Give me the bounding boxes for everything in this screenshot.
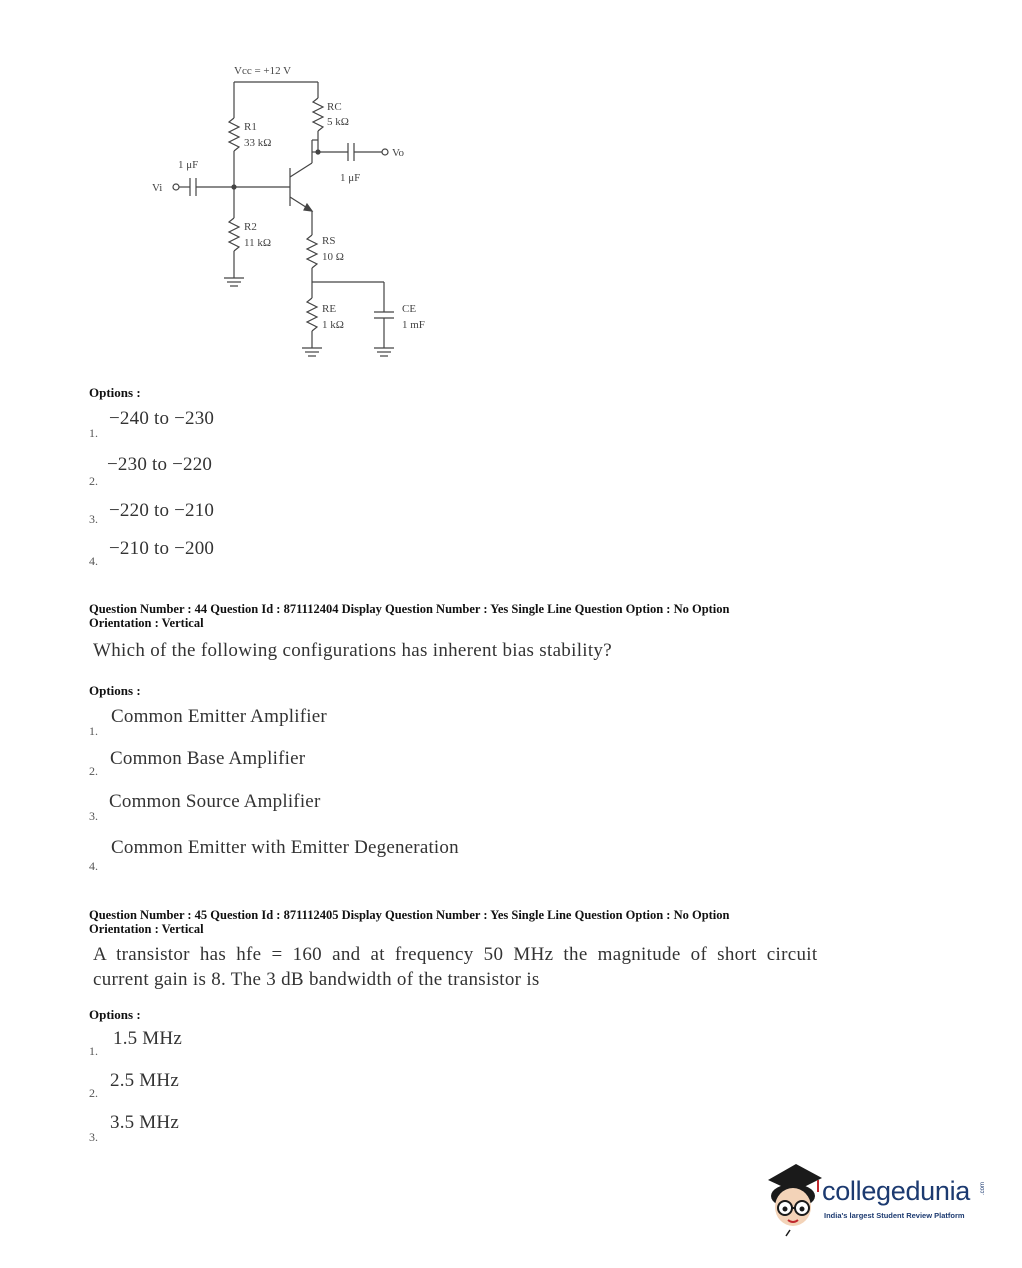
option-text: −230 to −220 <box>107 454 213 475</box>
option-number: 4. <box>89 554 98 568</box>
q44-meta-line-2: Orientation : Vertical <box>89 616 204 630</box>
option-number: 3. <box>89 809 98 823</box>
q45-options-label: Options : <box>89 1007 141 1022</box>
option-text: 1.5 MHz <box>113 1028 182 1049</box>
q44-question-text: Which of the following configurations has inherent bias stability? <box>93 640 612 661</box>
option-text: −240 to −230 <box>109 408 215 429</box>
vin-label: Vi <box>152 182 163 194</box>
ce-name: CE <box>402 303 417 315</box>
q45-meta-line-1: Question Number : 45 Question Id : 871112405 Display Question Number : Yes Single Line Question Option : No Option <box>89 908 730 922</box>
option-number: 1. <box>89 724 98 738</box>
option-text: −220 to −210 <box>109 500 215 521</box>
option-text: −210 to −200 <box>109 538 215 559</box>
vout-label: Vo <box>392 147 405 159</box>
option-number: 2. <box>89 1086 98 1100</box>
option-number: 3. <box>89 512 98 526</box>
r1-name: R1 <box>244 121 257 133</box>
option-text: Common Emitter Amplifier <box>111 706 327 727</box>
q45-question-line-2: current gain is 8. The 3 dB bandwidth of the transistor is <box>93 969 540 990</box>
rs-name: RS <box>322 235 336 247</box>
q44-options-label: Options : <box>89 683 141 698</box>
option-number: 2. <box>89 764 98 778</box>
option-text: 3.5 MHz <box>110 1112 179 1133</box>
rc-value: 5 kΩ <box>327 116 349 128</box>
q43-options-label: Options : <box>89 385 141 400</box>
collegedunia-logo[interactable] <box>762 1160 997 1240</box>
option-number: 1. <box>89 1044 98 1058</box>
cin-value: 1 μF <box>178 159 199 171</box>
q45-meta-line-2: Orientation : Vertical <box>89 922 204 936</box>
rc-name: RC <box>327 101 342 113</box>
option-number: 1. <box>89 426 98 440</box>
option-number: 3. <box>89 1130 98 1144</box>
re-name: RE <box>322 303 337 315</box>
r2-value: 11 kΩ <box>244 237 272 249</box>
option-number: 2. <box>89 474 98 488</box>
logo-com: .com <box>980 1182 986 1196</box>
re-value: 1 kΩ <box>322 319 344 331</box>
r1-value: 33 kΩ <box>244 137 272 149</box>
amplifier-circuit-diagram <box>140 60 440 370</box>
logo-wordmark: collegedunia <box>822 1176 971 1206</box>
option-text: Common Emitter with Emitter Degeneration <box>111 837 459 858</box>
logo-tagline: India's largest Student Review Platform <box>824 1211 965 1220</box>
supply-label: Vcc = +12 V <box>234 65 292 77</box>
option-text: 2.5 MHz <box>110 1070 179 1091</box>
q44-meta-line-1: Question Number : 44 Question Id : 871112404 Display Question Number : Yes Single Line Question Option : No Option <box>89 602 730 616</box>
option-text: Common Base Amplifier <box>110 748 306 769</box>
cout-value: 1 μF <box>340 172 361 184</box>
r2-name: R2 <box>244 221 257 233</box>
option-text: Common Source Amplifier <box>109 791 321 812</box>
ce-value: 1 mF <box>402 319 425 331</box>
q45-question-line-1: A transistor has hfe = 160 and at frequency 50 MHz the magnitude of short circuit <box>93 944 818 965</box>
option-number: 4. <box>89 859 98 873</box>
mascot-icon <box>762 1160 824 1238</box>
rs-value: 10 Ω <box>322 251 344 263</box>
